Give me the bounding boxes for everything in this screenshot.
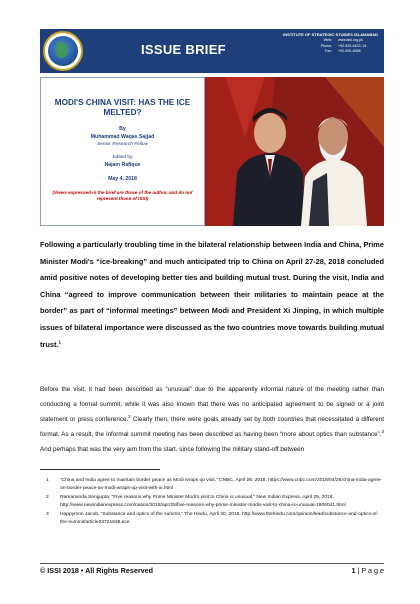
intro-text: Following a particularly troubling time in the bilateral relationship between India and China, Prime Minister Modi's “ice-breaking” and much anticipated trip to China on April 27-28, 2018 concluded amid positive notes of developing better ties and building mutual trust. During the visit, India and China “agreed to improve communication between their militaries to maintain peace at the border” as part of “informal meetings” between Modi and President Xi Jinping, in which multiple issues of bilateral importance were discussed as the two countries move towards building mutual trust.: [40, 240, 384, 349]
paragraph-text: Clearly then, there were goals already set by both countries that necessitated a different format. As a result, the informal summit meeting has been described as having been “more about optics than substance”.: [40, 415, 384, 438]
brief-title-box: [40, 77, 205, 226]
contact-label: Phone:: [320, 43, 332, 48]
paragraph-text: Before the visit, it had been described as “unusual” due to the apparently informal nature of the meeting rather than conducting a formal summit, while it was also known that there was no anticipated agreement to be signed or a joint statement or press conference.: [40, 386, 384, 423]
contact-value: +92-920-4658: [338, 49, 361, 54]
photo-illustration: [205, 77, 384, 226]
contact-value: +92-920-4423, 24: [338, 43, 367, 48]
institute-name: INSTITUTE OF STRATEGIC STUDIES ISLAMABAD: [283, 32, 378, 37]
footnote: [40, 477, 384, 494]
globe-icon: [48, 36, 78, 66]
footnote: [40, 494, 384, 511]
page-num: 1: [351, 566, 356, 575]
body-paragraph: [40, 383, 384, 458]
page-number: 1 | P a g e: [351, 566, 384, 575]
footer-divider: [40, 563, 384, 564]
contact-value: www.issi.org.pk: [338, 38, 363, 43]
issi-logo: [43, 31, 83, 71]
footnote-ref[interactable]: 3: [381, 428, 384, 434]
footnotes: [40, 477, 384, 527]
brief-date: May 4, 2018: [108, 176, 137, 182]
footnote-text: Ramananda Sengupta, “Five reasons why Prime Minister Modi's visit to China is unusual,” New Indian Express, April 25, 2018. http://www.newindianexpress.com/nation/2018/apr/25/five-reasons-why-prime-minister-modis-visit-to-china-is-unusual-1806041.html: [60, 494, 346, 509]
intro-paragraph: [40, 237, 384, 353]
copyright-notice: © ISSI 2018 • All Rights Reserved: [40, 566, 154, 575]
leaders-photo: [205, 77, 384, 226]
issue-brief-header: [40, 29, 384, 73]
footnote-text: “China and India agree to maintain border peace as Modi wraps up visit,” CNBC, April 28, 2018. https://www.cnbc.com/2018/04/28/china-india-agree-on-border-peace-as-modi-wraps-up-visit-with-xi.html: [60, 478, 383, 492]
contact-row-fax: [283, 49, 378, 54]
footnote-text: Happymon Jacob, “Substance and optics of the summit,” The Hindu, April 30, 2018. http://www.thehindu.com/opinion/lead/substance-and-optics-of-the-summit/article23721536.ece: [60, 511, 379, 526]
header-contact-block: [283, 32, 378, 55]
header-title: ISSUE BRIEF: [141, 42, 226, 57]
editor-name: Najam Rafique: [104, 162, 141, 168]
footnote-divider: [40, 469, 160, 470]
footnote-ref[interactable]: 1: [58, 339, 61, 345]
by-label: By: [119, 126, 126, 132]
contact-label: Web:: [323, 38, 332, 43]
author-role: Senior Research Fellow: [97, 142, 148, 147]
brief-title: MODI'S CHINA VISIT: HAS THE ICE MELTED?: [54, 98, 191, 117]
footnote: [40, 511, 384, 528]
footnote-number: 1: [46, 478, 49, 483]
paragraph-text: And perhaps that was the very aim from the start, since following the military stand-off between: [40, 445, 305, 453]
author-name: Muhammad Waqas Sajjad: [90, 134, 155, 140]
footnote-number: 2: [46, 494, 49, 500]
disclaimer: (Views expressed in the brief are those of the author, and do not represent those of ISSI): [52, 190, 193, 201]
edited-by-label: Edited by: [112, 155, 133, 160]
contact-label: Fax:: [325, 49, 332, 54]
footnote-ref[interactable]: 2: [128, 413, 131, 419]
page-label: P a g e: [361, 566, 384, 575]
footnote-number: 3: [46, 511, 49, 517]
